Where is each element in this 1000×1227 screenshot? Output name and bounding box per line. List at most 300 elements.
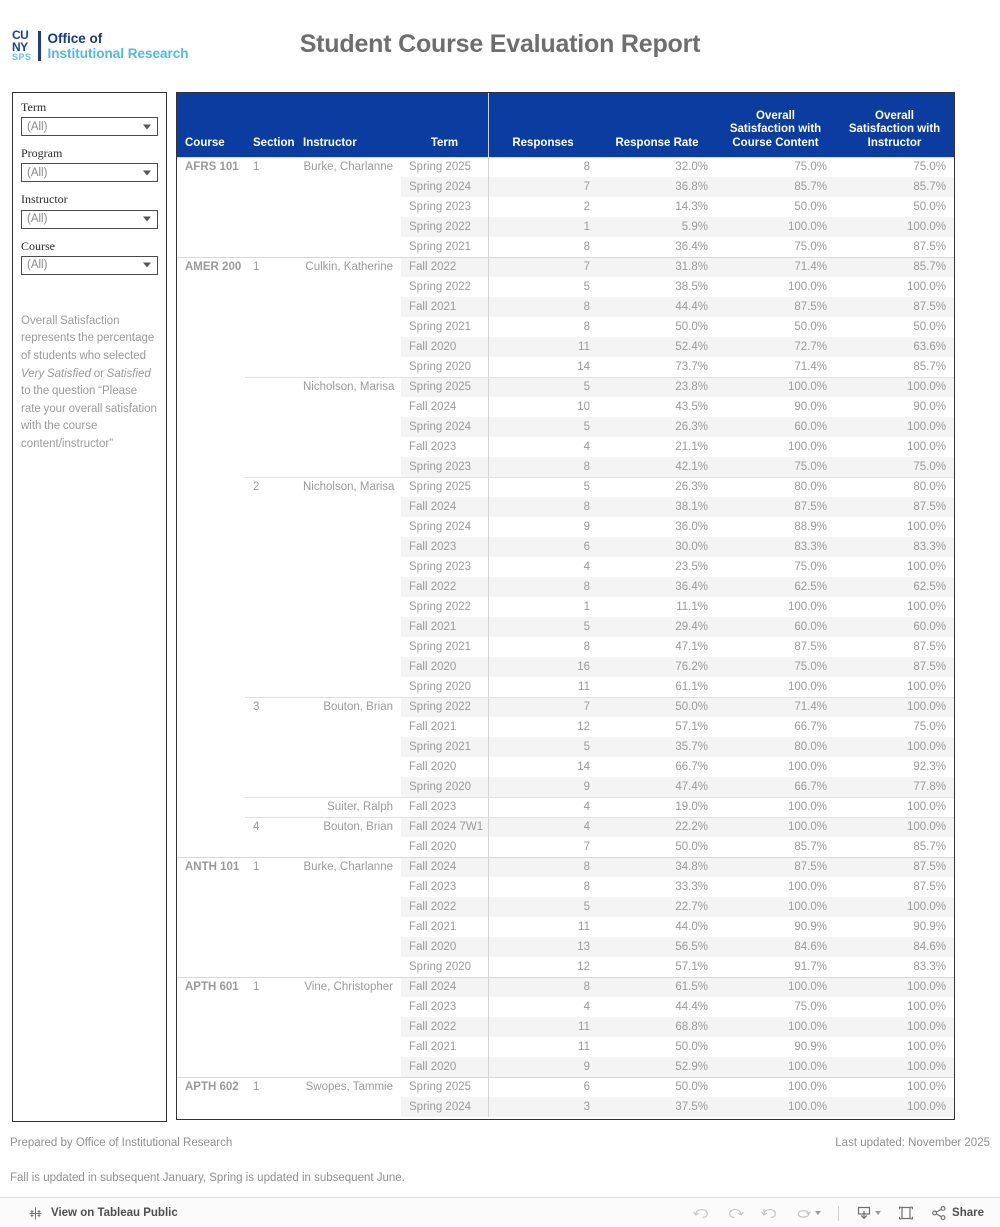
cell-responses: 8 <box>488 237 598 257</box>
cell-satisfaction-instructor: 100.0% <box>835 797 954 817</box>
cell-satisfaction-instructor: 90.9% <box>913 921 946 933</box>
table-row[interactable] <box>177 457 954 477</box>
cell-section <box>245 177 295 197</box>
chevron-down-icon[interactable] <box>875 1211 881 1215</box>
cell-course <box>177 237 245 257</box>
cell-term: Fall 2021 <box>401 617 488 637</box>
cell-course <box>177 997 245 1017</box>
cell-course <box>177 677 245 697</box>
table-row[interactable] <box>177 657 954 677</box>
revert-button[interactable] <box>761 1206 778 1221</box>
table-row[interactable] <box>177 777 954 797</box>
cell-response-rate: 35.7% <box>598 737 716 757</box>
cell-satisfaction-course: 60.0% <box>716 417 835 437</box>
table-row[interactable] <box>177 697 954 717</box>
cell-response-rate: 44.0% <box>675 921 708 933</box>
cell-satisfaction-instructor: 100.0% <box>835 217 954 237</box>
cell-satisfaction-instructor: 83.3% <box>835 537 954 557</box>
cell-satisfaction-instructor: 100.0% <box>835 377 954 397</box>
cell-course <box>177 317 245 337</box>
cell-responses: 8 <box>488 857 598 877</box>
cell-term: Fall 2023 <box>401 797 488 817</box>
cell-satisfaction-instructor: 100.0% <box>906 1001 946 1013</box>
fullscreen-button[interactable] <box>898 1205 914 1221</box>
cell-term: Spring 2025 <box>401 1077 488 1097</box>
cell-course <box>177 617 245 637</box>
cell-section <box>245 637 295 657</box>
cell-instructor <box>295 637 401 657</box>
table-row[interactable] <box>177 757 954 777</box>
cell-satisfaction-course: 87.5% <box>716 497 835 517</box>
cell-responses: 10 <box>488 397 598 417</box>
cell-section: 4 <box>245 817 295 837</box>
table-row[interactable] <box>177 297 954 317</box>
cell-instructor: Bouton, Brian <box>295 697 401 717</box>
cell-course <box>177 897 245 917</box>
cell-satisfaction-course: 75.0% <box>716 457 835 477</box>
cell-satisfaction-instructor: 87.5% <box>835 857 954 877</box>
cell-satisfaction-course: 71.4% <box>794 361 827 373</box>
cell-section <box>245 237 295 257</box>
table-row[interactable] <box>177 157 954 177</box>
cell-term: Spring 2023 <box>409 561 472 573</box>
cell-response-rate: 61.5% <box>598 977 716 997</box>
cell-instructor <box>295 837 401 857</box>
cell-response-rate: 29.4% <box>598 617 716 637</box>
cell-course <box>177 397 245 417</box>
overall-satisfaction-note <box>21 313 158 454</box>
cell-response-rate: 23.8% <box>598 377 716 397</box>
cell-response-rate: 34.8% <box>598 857 716 877</box>
cell-satisfaction-instructor: 85.7% <box>835 177 954 197</box>
fullscreen-icon <box>898 1205 914 1221</box>
cell-term: Spring 2025 <box>401 157 488 177</box>
cell-instructor: Vine, Christopher <box>295 977 401 997</box>
table-row[interactable] <box>177 237 954 257</box>
cell-instructor <box>295 317 401 337</box>
cell-satisfaction-instructor: 50.0% <box>913 321 946 333</box>
filter-dropdown-instructor[interactable] <box>21 210 158 229</box>
filter-dropdown-term[interactable] <box>21 117 158 136</box>
cell-term: Fall 2023 <box>409 441 457 453</box>
column-header-satisfaction-course[interactable]: Overall Satisfaction with Course Content <box>716 93 835 157</box>
cell-term: Fall 2024 <box>409 401 457 413</box>
cell-responses: 8 <box>488 297 598 317</box>
cell-term: Fall 2023 <box>409 1001 457 1013</box>
cell-section: 1 <box>245 1077 295 1097</box>
table-row[interactable] <box>177 717 954 737</box>
table-row[interactable] <box>177 397 954 417</box>
tableau-icon <box>28 1206 43 1221</box>
cell-responses: 3 <box>488 1097 598 1117</box>
cell-responses: 8 <box>488 157 598 177</box>
undo-button[interactable] <box>693 1206 710 1221</box>
table-row[interactable] <box>177 897 954 917</box>
cell-instructor <box>295 577 401 597</box>
table-row[interactable] <box>177 637 954 657</box>
undo-icon <box>693 1206 710 1221</box>
evaluation-table <box>177 93 954 1117</box>
cell-section <box>245 717 295 737</box>
cell-response-rate: 50.0% <box>675 1041 708 1053</box>
column-header-satisfaction-instructor[interactable]: Overall Satisfaction with Instructor <box>835 93 954 157</box>
cell-satisfaction-instructor: 63.6% <box>835 337 954 357</box>
cell-satisfaction-instructor: 85.7% <box>913 841 946 853</box>
cell-satisfaction-course: 100.0% <box>716 217 835 237</box>
cell-term: Spring 2023 <box>401 457 488 477</box>
cell-term: Spring 2021 <box>409 241 472 253</box>
cell-response-rate: 11.1% <box>676 601 708 613</box>
table-row[interactable] <box>177 257 954 277</box>
cell-section: 1 <box>245 857 295 877</box>
cell-instructor <box>295 777 401 797</box>
cell-satisfaction-course: 100.0% <box>787 601 827 613</box>
table-row[interactable] <box>177 417 954 437</box>
cell-course <box>177 757 245 777</box>
cell-term: Fall 2021 <box>409 921 457 933</box>
cell-section <box>245 737 295 757</box>
column-header-responses[interactable]: Responses <box>488 93 598 157</box>
cell-course <box>177 657 245 677</box>
cell-responses: 8 <box>488 497 598 517</box>
cell-course <box>177 497 245 517</box>
cell-response-rate: 50.0% <box>598 697 716 717</box>
table-row[interactable] <box>177 537 954 557</box>
cell-satisfaction-instructor: 100.0% <box>906 441 946 453</box>
cell-responses: 11 <box>488 337 598 357</box>
cell-satisfaction-course: 85.7% <box>716 177 835 197</box>
cell-section <box>245 957 295 977</box>
cell-response-rate: 33.3% <box>675 881 708 893</box>
table-row[interactable] <box>177 317 954 337</box>
table-row[interactable] <box>177 917 954 937</box>
cell-instructor <box>295 1017 401 1037</box>
cell-section <box>245 1097 295 1117</box>
table-row[interactable] <box>177 1057 954 1077</box>
cell-satisfaction-instructor: 87.5% <box>835 657 954 677</box>
cell-term: Spring 2022 <box>401 217 488 237</box>
logo-office-of: Office of <box>47 30 103 46</box>
filter-label-course: Course <box>21 238 55 253</box>
prepared-by-text: Prepared by Office of Institutional Research <box>10 1137 233 1149</box>
table-row[interactable] <box>177 937 954 957</box>
cell-instructor <box>295 397 401 417</box>
cell-course: APTH 601 <box>177 977 245 997</box>
cell-responses: 11 <box>488 1037 598 1057</box>
table-row[interactable] <box>177 857 954 877</box>
cell-term: Spring 2022 <box>401 697 488 717</box>
logo-cu-text: CU <box>12 28 29 43</box>
cell-term: Fall 2024 <box>401 857 488 877</box>
cell-term: Spring 2020 <box>409 361 472 373</box>
cell-satisfaction-instructor: 100.0% <box>835 977 954 997</box>
cell-satisfaction-course: 75.0% <box>716 657 835 677</box>
table-row[interactable] <box>177 1097 954 1117</box>
cell-instructor: Burke, Charlanne <box>295 157 401 177</box>
cell-satisfaction-instructor: 87.5% <box>835 497 954 517</box>
cell-satisfaction-course: 100.0% <box>716 1057 835 1077</box>
table-body <box>177 157 954 1117</box>
cell-response-rate: 76.2% <box>598 657 716 677</box>
cell-response-rate: 38.5% <box>675 281 708 293</box>
table-row[interactable] <box>177 577 954 597</box>
cell-satisfaction-instructor: 75.0% <box>835 157 954 177</box>
cell-responses: 13 <box>488 937 598 957</box>
cell-response-rate: 61.1% <box>675 681 708 693</box>
cell-section <box>245 997 295 1017</box>
cell-satisfaction-instructor: 100.0% <box>835 1057 954 1077</box>
table-row[interactable] <box>177 437 954 457</box>
table-row[interactable] <box>177 217 954 237</box>
cell-responses: 1 <box>488 597 598 617</box>
filter-term <box>21 101 158 136</box>
cell-response-rate: 52.4% <box>598 337 716 357</box>
cell-response-rate: 36.4% <box>675 241 708 253</box>
table-row[interactable] <box>177 277 954 297</box>
cell-responses: 7 <box>488 697 598 717</box>
cell-satisfaction-course: 87.5% <box>716 857 835 877</box>
table-row[interactable] <box>177 597 954 617</box>
table-row[interactable] <box>177 197 954 217</box>
refresh-button[interactable] <box>795 1206 821 1221</box>
cell-satisfaction-course: 84.6% <box>716 937 835 957</box>
filter-label-program: Program <box>21 146 63 161</box>
cell-instructor <box>295 897 401 917</box>
cell-course <box>177 297 245 317</box>
cell-responses: 12 <box>488 957 598 977</box>
cell-responses: 12 <box>488 717 598 737</box>
cell-instructor <box>295 497 401 517</box>
cell-satisfaction-course: 90.9% <box>794 1041 827 1053</box>
cell-satisfaction-course: 100.0% <box>716 377 835 397</box>
cell-response-rate: 32.0% <box>598 157 716 177</box>
table-row[interactable] <box>177 837 954 857</box>
cell-section <box>245 937 295 957</box>
cell-instructor <box>295 617 401 637</box>
table-row[interactable] <box>177 817 954 837</box>
table-row[interactable] <box>177 997 954 1017</box>
filter-value-term: (All) <box>27 120 48 133</box>
cell-response-rate: 30.0% <box>598 537 716 557</box>
cell-satisfaction-instructor: 75.0% <box>835 457 954 477</box>
table-row[interactable] <box>177 497 954 517</box>
chevron-down-icon[interactable] <box>815 1211 821 1215</box>
cell-term: Fall 2021 <box>401 297 488 317</box>
cell-term: Spring 2024 <box>401 417 488 437</box>
cell-response-rate: 22.7% <box>598 897 716 917</box>
cell-responses: 8 <box>488 637 598 657</box>
cell-instructor <box>295 1057 401 1077</box>
cell-satisfaction-course: 100.0% <box>716 977 835 997</box>
cell-instructor <box>295 337 401 357</box>
cell-response-rate: 19.0% <box>598 797 716 817</box>
cell-section <box>245 797 295 817</box>
cell-satisfaction-instructor: 100.0% <box>906 601 946 613</box>
cell-satisfaction-course: 100.0% <box>716 1017 835 1037</box>
table-row[interactable] <box>177 617 954 637</box>
cell-term: Spring 2021 <box>409 641 472 653</box>
cell-course <box>177 1017 245 1037</box>
cell-satisfaction-course: 100.0% <box>716 817 835 837</box>
filter-dropdown-program[interactable] <box>21 163 158 182</box>
table-row[interactable] <box>177 977 954 997</box>
cell-satisfaction-instructor: 100.0% <box>835 897 954 917</box>
cell-instructor <box>295 917 401 937</box>
filter-value-instructor: (All) <box>27 213 48 226</box>
cell-instructor <box>295 597 401 617</box>
cell-responses: 8 <box>488 577 598 597</box>
cell-satisfaction-course: 66.7% <box>716 777 835 797</box>
cell-responses: 5 <box>488 737 598 757</box>
table-row[interactable] <box>177 337 954 357</box>
cell-responses: 8 <box>488 977 598 997</box>
cell-response-rate: 5.9% <box>598 217 716 237</box>
table-row[interactable] <box>177 557 954 577</box>
cell-response-rate: 57.1% <box>675 961 708 973</box>
chevron-down-icon <box>143 124 151 129</box>
column-header-section[interactable]: Section <box>245 93 295 157</box>
update-schedule-note: Fall is updated in subsequent January, Spring is updated in subsequent June. <box>10 1172 405 1184</box>
cell-response-rate: 22.2% <box>598 817 716 837</box>
cell-response-rate: 68.8% <box>598 1017 716 1037</box>
share-button[interactable] <box>931 1205 984 1221</box>
cell-term: Fall 2021 <box>409 721 457 733</box>
column-header-response-rate[interactable]: Response Rate <box>598 93 716 157</box>
cell-course: AMER 200 <box>177 257 245 277</box>
evaluation-table-container[interactable] <box>176 92 955 1120</box>
cell-term: Fall 2020 <box>409 761 457 773</box>
cell-responses: 9 <box>488 1057 598 1077</box>
cell-section <box>245 497 295 517</box>
cell-instructor: Bouton, Brian <box>295 817 401 837</box>
share-icon <box>931 1205 947 1221</box>
table-row[interactable] <box>177 957 954 977</box>
cell-satisfaction-course: 62.5% <box>716 577 835 597</box>
cell-satisfaction-course: 75.0% <box>716 157 835 177</box>
cell-term: Spring 2025 <box>401 377 488 397</box>
cell-term: Fall 2024 <box>401 977 488 997</box>
cell-course <box>177 537 245 557</box>
column-header-instructor[interactable]: Instructor <box>295 93 401 157</box>
cell-term: Fall 2024 <box>401 497 488 517</box>
cell-response-rate: 26.3% <box>598 417 716 437</box>
chevron-down-icon <box>143 170 151 175</box>
cell-instructor <box>295 1037 401 1057</box>
cell-response-rate: 50.0% <box>598 1077 716 1097</box>
cell-section: 2 <box>245 477 295 497</box>
cell-satisfaction-course: 75.0% <box>794 561 827 573</box>
cell-instructor <box>295 1097 401 1117</box>
table-row[interactable] <box>177 357 954 377</box>
table-row[interactable] <box>177 517 954 537</box>
cell-section <box>245 777 295 797</box>
cell-response-rate: 44.4% <box>598 297 716 317</box>
refresh-icon <box>795 1206 812 1221</box>
cell-term: Fall 2024 7W1 <box>401 817 488 837</box>
page-header <box>0 0 1000 86</box>
cell-section <box>245 217 295 237</box>
cell-satisfaction-course: 88.9% <box>794 521 827 533</box>
download-button[interactable] <box>856 1205 881 1221</box>
cell-satisfaction-instructor: 100.0% <box>906 521 946 533</box>
cell-response-rate: 37.5% <box>598 1097 716 1117</box>
cell-response-rate: 23.5% <box>675 561 708 573</box>
table-row[interactable] <box>177 377 954 397</box>
last-updated-text: Last updated: November 2025 <box>835 1137 990 1149</box>
table-row[interactable] <box>177 677 954 697</box>
cell-satisfaction-course: 90.9% <box>794 921 827 933</box>
cell-instructor <box>295 557 401 577</box>
cell-term: Spring 2024 <box>409 521 472 533</box>
cell-section <box>245 917 295 937</box>
filter-dropdown-course[interactable] <box>21 256 158 275</box>
cell-satisfaction-instructor: 87.5% <box>835 297 954 317</box>
cell-responses: 14 <box>488 357 598 377</box>
cell-term: Fall 2020 <box>401 657 488 677</box>
cell-course <box>177 1097 245 1117</box>
cell-term: Spring 2023 <box>409 201 472 213</box>
cell-section: 3 <box>245 697 295 717</box>
column-header-course[interactable]: Course <box>177 93 245 157</box>
table-row[interactable] <box>177 1037 954 1057</box>
cell-instructor: Suiter, Ralph <box>295 797 401 817</box>
cell-course <box>177 457 245 477</box>
cell-satisfaction-instructor: 100.0% <box>835 817 954 837</box>
column-header-term[interactable]: Term <box>401 93 488 157</box>
cell-satisfaction-course: 80.0% <box>716 737 835 757</box>
cell-course <box>177 597 245 617</box>
cell-response-rate: 50.0% <box>675 321 708 333</box>
cell-course <box>177 557 245 577</box>
cell-satisfaction-instructor: 100.0% <box>835 1077 954 1097</box>
cell-satisfaction-instructor: 60.0% <box>835 617 954 637</box>
cell-instructor <box>295 457 401 477</box>
cell-course <box>177 917 245 937</box>
table-row[interactable] <box>177 797 954 817</box>
table-row[interactable] <box>177 1077 954 1097</box>
table-row[interactable] <box>177 1017 954 1037</box>
cell-section <box>245 677 295 697</box>
cell-instructor <box>295 177 401 197</box>
cell-satisfaction-instructor: 100.0% <box>906 681 946 693</box>
filter-course <box>21 240 158 275</box>
table-row[interactable] <box>177 477 954 497</box>
cell-responses: 14 <box>488 757 598 777</box>
cell-section <box>245 537 295 557</box>
cell-satisfaction-instructor: 90.0% <box>913 401 946 413</box>
cell-instructor <box>295 517 401 537</box>
cell-course <box>177 817 245 837</box>
table-row[interactable] <box>177 737 954 757</box>
table-row[interactable] <box>177 877 954 897</box>
cell-section <box>245 397 295 417</box>
cell-section <box>245 597 295 617</box>
cell-response-rate: 21.1% <box>675 441 708 453</box>
cell-section <box>245 1057 295 1077</box>
table-row[interactable] <box>177 177 954 197</box>
cell-response-rate: 31.8% <box>598 257 716 277</box>
download-icon <box>856 1205 872 1221</box>
filter-program <box>21 147 158 182</box>
cell-satisfaction-instructor: 92.3% <box>913 761 946 773</box>
cell-response-rate: 14.3% <box>675 201 708 213</box>
cell-section <box>245 897 295 917</box>
redo-button[interactable] <box>727 1206 744 1221</box>
cell-term: Spring 2024 <box>401 177 488 197</box>
view-on-tableau-public-button[interactable] <box>28 1206 178 1221</box>
cell-term: Spring 2020 <box>409 681 472 693</box>
cell-section: 1 <box>245 257 295 277</box>
